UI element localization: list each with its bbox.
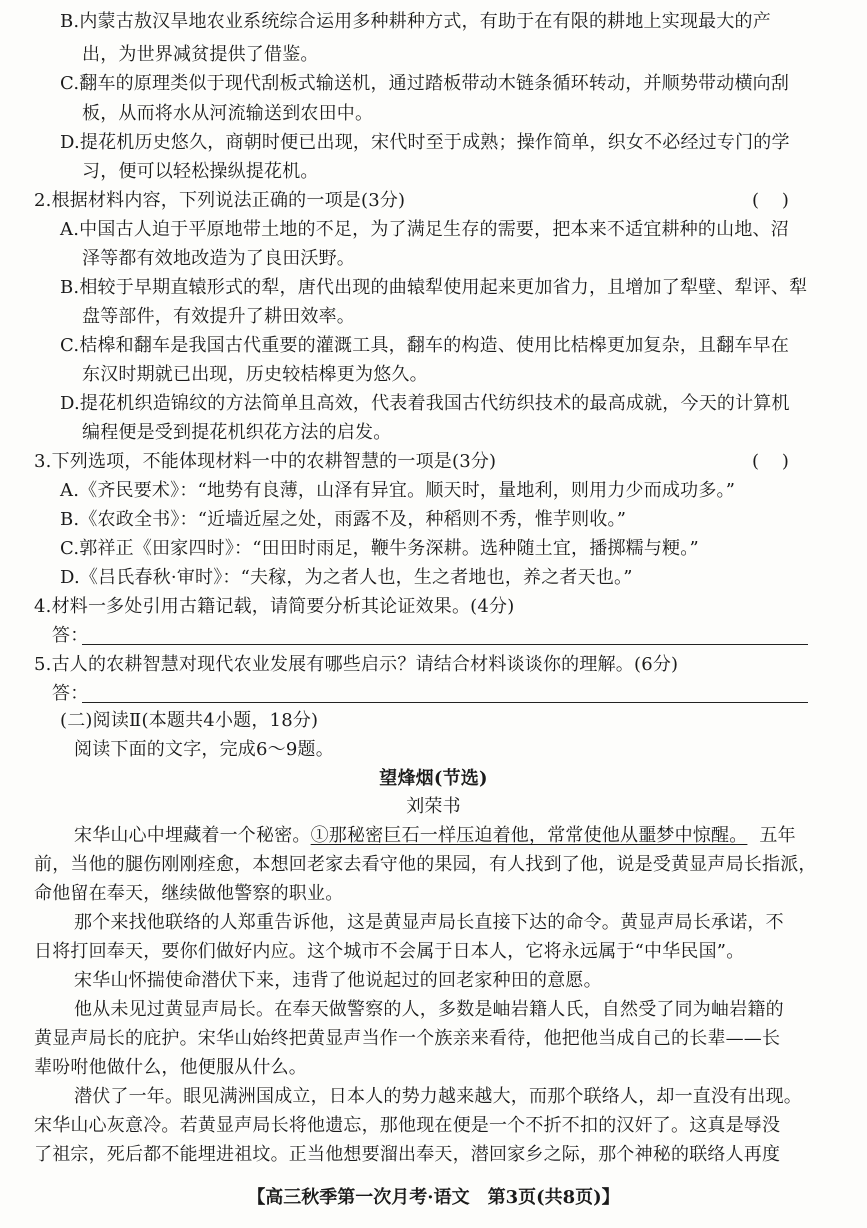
q5-answer-label: 答：	[52, 683, 89, 704]
q3-stem: 3.下列选项，不能体现材料一中的农耕智慧的一项是(3分)	[34, 451, 497, 472]
q1-option-b-line1: B.内蒙古敖汉旱地农业系统综合运用多种耕种方式，有助于在有限的耕地上实现最大的产	[60, 11, 771, 32]
article-p2-line2: 日将打回奉天，要你们做好内应。这个城市不会属于日本人，它将永远属于“中华民国”。	[34, 941, 745, 962]
article-p3-line1: 宋华山怀揣使命潜伏下来，违背了他说起过的回老家种田的意愿。	[74, 970, 602, 991]
article-p1-line3: 命他留在奉天，继续做他警察的职业。	[34, 883, 344, 904]
article-p1-line1	[74, 824, 796, 848]
q2-option-b-line1: B.相较于早期直辕形式的犁，唐代出现的曲辕犁使用起来更加省力，且增加了犁壁、犁评、犁	[60, 277, 808, 298]
article-p2-line1: 那个来找他联络的人郑重告诉他，这是黄显声局长直接下达的命令。黄显声局长承诺，不	[74, 912, 784, 933]
q1-option-c-line2: 板，从而将水从河流输送到农田中。	[82, 103, 374, 124]
article-p5-line2: 宋华山心灰意冷。若黄显声局长将他遗忘，那他现在便是一个不折不扣的汉奸了。这真是辱没	[34, 1115, 781, 1136]
article-p4-line3: 辈吩咐他做什么，他便服从什么。	[34, 1057, 307, 1078]
q1-option-b-line2: 出，为世界减贫提供了借鉴。	[82, 44, 319, 65]
q2-option-d-line2: 编程便是受到提花机织花方法的启发。	[82, 422, 392, 443]
q2-answer-bracket: ( )	[752, 190, 789, 211]
article-p5-line3: 了祖宗，死后都不能埋进祖坟。正当他想要溜出奉天，潜回家乡之际，那个神秘的联络人再度	[34, 1144, 781, 1165]
q2-option-a-line1: A.中国古人迫于平原地带土地的不足，为了满足生存的需要，把本来不适宜耕种的山地、沼	[60, 219, 789, 240]
article-author: 刘荣书	[406, 796, 461, 817]
q2-option-a-line2: 泽等都有效地改造为了良田沃野。	[82, 248, 355, 269]
article-p4-line1: 他从未见过黄显声局长。在奉天做警察的人，多数是岫岩籍人氏，自然受了同为岫岩籍的	[74, 999, 784, 1020]
q4-answer-line[interactable]	[82, 643, 808, 645]
article-p1-end: 五年	[759, 825, 796, 846]
q2-option-c-line2: 东汉时期就已出现，历史较桔槔更为悠久。	[82, 364, 428, 385]
section2-header: (二)阅读Ⅱ(本题共4小题，18分)	[60, 710, 319, 731]
q2-stem: 2.根据材料内容，下列说法正确的一项是(3分)	[34, 190, 406, 211]
q2-option-d-line1: D.提花机织造锦纹的方法简单且高效，代表着我国古代纺织技术的最高成就，今天的计算机	[60, 393, 790, 414]
q5-answer-line[interactable]	[82, 701, 808, 703]
q3-option-b: B.《农政全书》：“近墙近屋之处，雨露不及，种稻则不秀，惟芋则收。”	[60, 509, 627, 530]
q1-option-d-line1: D.提花机历史悠久，商朝时便已出现，宋代时至于成熟；操作简单，织女不必经过专门的学	[60, 132, 790, 153]
page-footer: 【高三秋季第一次月考·语文 第3页(共8页)】	[247, 1187, 620, 1208]
q1-option-d-line2: 习，便可以轻松操纵提花机。	[82, 161, 319, 182]
q4-answer-label: 答：	[52, 625, 89, 646]
q4-stem: 4.材料一多处引用古籍记载，请简要分析其论证效果。(4分)	[34, 596, 515, 617]
q3-option-a: A.《齐民要术》：“地势有良薄，山泽有异宜。顺天时，量地利，则用力少而成功多。”	[60, 480, 736, 501]
article-p1-start: 宋华山心中埋藏着一个秘密。	[74, 825, 311, 846]
q3-option-d: D.《吕氏春秋·审时》：“夫稼，为之者人也，生之者地也，养之者天也。”	[60, 567, 633, 588]
q2-option-c-line1: C.桔槔和翻车是我国古代重要的灌溉工具，翻车的构造、使用比桔槔更加复杂，且翻车早在	[60, 335, 790, 356]
article-p4-line2: 黄显声局长的庇护。宋华山始终把黄显声当作一个族亲来看待，他把他当成自己的长辈——长	[34, 1028, 781, 1049]
q3-answer-bracket: ( )	[752, 451, 789, 472]
article-p1-underlined: ①那秘密巨石一样压迫着他，常常使他从噩梦中惊醒。	[310, 825, 748, 846]
q3-option-c: C.郭祥正《田家四时》：“田田时雨足，鞭牛务深耕。选种随土宜，播掷糯与粳。”	[60, 538, 699, 559]
article-p1-line2: 前，当他的腿伤刚刚痊愈，本想回老家去看守他的果园，有人找到了他，说是受黄显声局长指派，	[34, 854, 817, 875]
q2-option-b-line2: 盘等部件，有效提升了耕田效率。	[82, 306, 355, 327]
article-title: 望烽烟(节选)	[379, 768, 488, 789]
q1-option-c-line1: C.翻车的原理类似于现代刮板式输送机，通过踏板带动木链条循环转动，并顺势带动横向刮	[60, 73, 790, 94]
section2-instruction: 阅读下面的文字，完成6～9题。	[74, 739, 334, 760]
q5-stem: 5.古人的农耕智慧对现代农业发展有哪些启示？请结合材料谈谈你的理解。(6分)	[34, 654, 679, 675]
article-p5-line1: 潜伏了一年。眼见满洲国成立，日本人的势力越来越大，而那个联络人，却一直没有出现。	[74, 1086, 802, 1107]
